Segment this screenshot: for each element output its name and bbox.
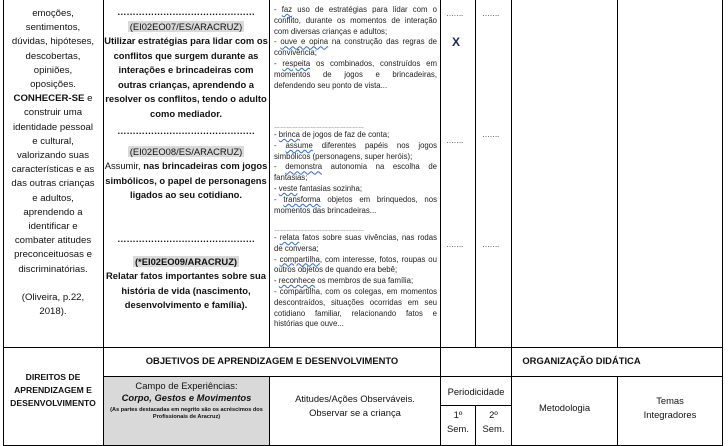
semester-1-header xyxy=(441,408,475,436)
dotted-separator: ……………………………………… xyxy=(117,233,255,244)
rights-line-tail: e xyxy=(84,93,93,105)
column-divider xyxy=(617,376,618,446)
attitude-verb: respeita xyxy=(282,58,311,68)
attitude-item: - faz uso de estratégias para lidar com o conflito, durante os momentos de interação com diversas crianças e adultos; xyxy=(274,5,437,36)
sem1-placeholder: ……. xyxy=(446,9,463,18)
sem1-placeholder: ……. xyxy=(446,136,463,145)
objective-text-plain: Assumir, xyxy=(104,160,144,171)
dotted-separator: ……………………………………… xyxy=(117,6,255,17)
objective-code: (EI02EO07/ES/ARACRUZ) xyxy=(129,20,243,32)
attitude-item: - veste fantasias sozinha; xyxy=(274,183,362,193)
attitude-text: , com interesse, fotos, roupas ou outros objetos de quando era bebê; xyxy=(274,254,437,275)
attitude-text: os combinados, construídos em momentos de jogos e brincadeiras, defendendo seu ponto de vista... xyxy=(274,58,438,90)
rights-line: aprendendo a xyxy=(23,206,83,218)
rights-line: das outras crianças xyxy=(11,178,95,190)
objective-text: Relatar fatos importantes sobre sua história de vida (nascimento, desenvolvimento e família). xyxy=(106,270,266,310)
themes-header: Temas Integradores xyxy=(643,395,697,420)
objective-code: (*EI02EO09/ARACRUZ) xyxy=(134,255,238,267)
column-divider xyxy=(269,0,270,348)
field-label: Campo de Experiências: xyxy=(135,380,238,391)
attitude-verb: relata xyxy=(279,233,300,242)
sem1-placeholder: ……. xyxy=(446,240,463,249)
semester-2-label: Sem. xyxy=(482,423,505,434)
sem2-placeholder: ……. xyxy=(482,240,499,249)
rights-line: valorizando suas xyxy=(17,150,89,162)
rights-line: e cultural, xyxy=(32,135,74,147)
objective-code: (EI02EO08/ES/ARACRUZ) xyxy=(129,145,243,157)
field-note: (As partes destacadas em negrito são os acréscimos dos Profissionais de Aracruz) xyxy=(110,407,263,420)
attitude-item: - compartilha, com interesse, fotos, roupas ou outros objetos de quando era bebê; xyxy=(274,254,437,275)
semester-1-label: Sem. xyxy=(447,423,469,434)
rights-text xyxy=(6,7,100,319)
attitudes-list xyxy=(274,227,437,330)
rights-line: dúvidas, hipóteses, xyxy=(11,36,95,48)
row-divider xyxy=(440,405,511,406)
attitude-text: os membros de sua família; xyxy=(315,276,414,286)
attitude-text: na construção das regras de convivência; xyxy=(274,37,438,58)
objective-text-bold: nas brincadeiras com jogos simbólicos, o papel de personagens ligados ao seu cotidiano. xyxy=(105,160,268,200)
objective-block xyxy=(104,232,268,313)
semester-1-number: 1º xyxy=(453,409,463,420)
attitude-text: uso de estratégias para lidar com o conflito, durante os momentos de interação com diversas crianças e adultos; xyxy=(274,5,437,36)
experience-field xyxy=(106,380,267,421)
attitudes-list xyxy=(274,124,437,216)
attitude-item: - respeita os combinados, construídos em momentos de jogos e brincadeiras, defendendo seu ponto de vista... xyxy=(274,58,438,90)
attitude-verb: faz xyxy=(281,5,293,14)
column-divider xyxy=(269,376,270,446)
dotted-separator: ……………………………………… xyxy=(117,125,255,136)
attitude-item: - relata fatos sobre suas vivências, nas rodas de conversa; xyxy=(274,233,437,253)
rights-line: identidade pessoal xyxy=(12,121,93,133)
attitude-verb: transforma xyxy=(283,194,321,204)
rights-line: construir uma xyxy=(23,107,83,119)
semester-2-header xyxy=(476,408,511,436)
row-divider xyxy=(3,347,723,348)
sem1-check-mark: X xyxy=(452,35,461,49)
attitude-text: fantasias sozinha; xyxy=(297,183,362,193)
rights-line: emoções, xyxy=(32,8,74,19)
attitude-item: - demonstra autonomia na escolha de fantasias; xyxy=(274,162,438,183)
objective-text xyxy=(104,159,268,203)
semester-2-number: 2º xyxy=(489,409,498,420)
objectives-header: OBJETIVOS DE APRENDIZAGEM E DESENVOLVIMENTO xyxy=(145,355,399,366)
rights-line: descobertas, xyxy=(25,50,81,62)
rights-line: opiniões, xyxy=(33,64,73,76)
rights-line: características e as xyxy=(11,164,95,176)
attitude-verb: brinca xyxy=(278,130,301,139)
org-header: ORGANIZAÇÃO DIDÁTICA xyxy=(522,355,641,366)
dotted-separator: ……………………………………… xyxy=(274,227,364,233)
citation: (Oliveira, p.22, xyxy=(21,291,85,303)
sem2-placeholder: ……. xyxy=(482,130,499,139)
rights-header: DIREITOS DE APRENDIZAGEM E DESENVOLVIMENTO xyxy=(10,372,96,408)
rights-line: oposições. xyxy=(30,79,76,91)
objective-text: Utilizar estratégias para lidar com os conflitos que surgem durante as interações e brincadeiras com outras crianças, aprendendo a resolver os conflitos, tendo o adulto como mediador. xyxy=(104,35,268,119)
attitude-text: objetos em brinquedos, nos momentos das brincadeiras... xyxy=(274,194,437,215)
attitude-verb: veste xyxy=(278,183,298,193)
attitude-item: - brinca de jogos de faz de conta; xyxy=(274,130,390,139)
citation: 2018). xyxy=(39,306,67,318)
rights-heading: CONHECER-SE xyxy=(13,93,85,105)
rights-line xyxy=(6,92,100,106)
dotted-separator: ……………………………………… xyxy=(274,124,364,130)
attitude-text: autonomia na escolha de fantasias; xyxy=(274,162,438,183)
attitude-verb: demonstra xyxy=(285,162,323,172)
attitude-text: fatos sobre suas vivências, nas rodas de conversa; xyxy=(274,233,437,253)
field-name: Corpo, Gestos e Movimentos xyxy=(121,392,252,403)
rights-line: identificar e xyxy=(28,221,78,233)
periodicity-header: Periodicidade xyxy=(447,386,505,397)
methodology-header: Metodologia xyxy=(538,402,591,413)
objective-block xyxy=(104,5,268,121)
rights-line: discriminatórias. xyxy=(18,263,88,275)
column-divider xyxy=(511,0,512,446)
attitude-verb: compartilha xyxy=(279,254,320,264)
attitude-text: diferentes papéis nos jogos simbólicos (personagens, super heróis); xyxy=(274,140,437,161)
rights-line: preconceituosas e xyxy=(14,249,92,261)
column-divider xyxy=(440,0,441,446)
table-border-left xyxy=(3,0,4,446)
column-divider xyxy=(475,0,476,348)
attitude-verb: assume xyxy=(285,140,313,150)
table-border-right xyxy=(722,0,723,446)
attitude-text: compartilha, com os colegas, em momentos descontraídos, situações ocorridas em seu cotidiano familiar, relacionando fatos e histórias que ouve... xyxy=(274,286,437,329)
rights-line: e adultos, xyxy=(32,192,74,204)
attitude-item: - ouve e opina na construção das regras de convivência; xyxy=(274,37,438,58)
rights-line: combater atitudes xyxy=(14,235,92,247)
attitude-item: - compartilha, com os colegas, em momentos descontraídos, situações ocorridas em seu cotidiano familiar, relacionando fatos e histórias que ouve... xyxy=(274,286,437,329)
attitude-item: - reconhece os membros de sua família; xyxy=(274,276,414,286)
attitude-item: - transforma objetos em brinquedos, nos momentos das brincadeiras... xyxy=(274,194,437,215)
attitude-verb: reconhece xyxy=(278,276,316,286)
attitudes-header: Atitudes/Ações Observáveis. Observar se a criança xyxy=(295,393,415,418)
attitudes-list xyxy=(274,5,437,91)
attitude-text: de jogos de faz de conta; xyxy=(300,130,390,139)
sem2-placeholder: ……. xyxy=(482,9,499,18)
attitude-verb: ouve e opina xyxy=(280,37,329,47)
attitude-item: - assume diferentes papéis nos jogos simbólicos (personagens, super heróis); xyxy=(274,140,437,161)
column-divider xyxy=(617,0,618,348)
rights-line: sentimentos, xyxy=(25,22,81,34)
objective-block xyxy=(104,124,268,203)
